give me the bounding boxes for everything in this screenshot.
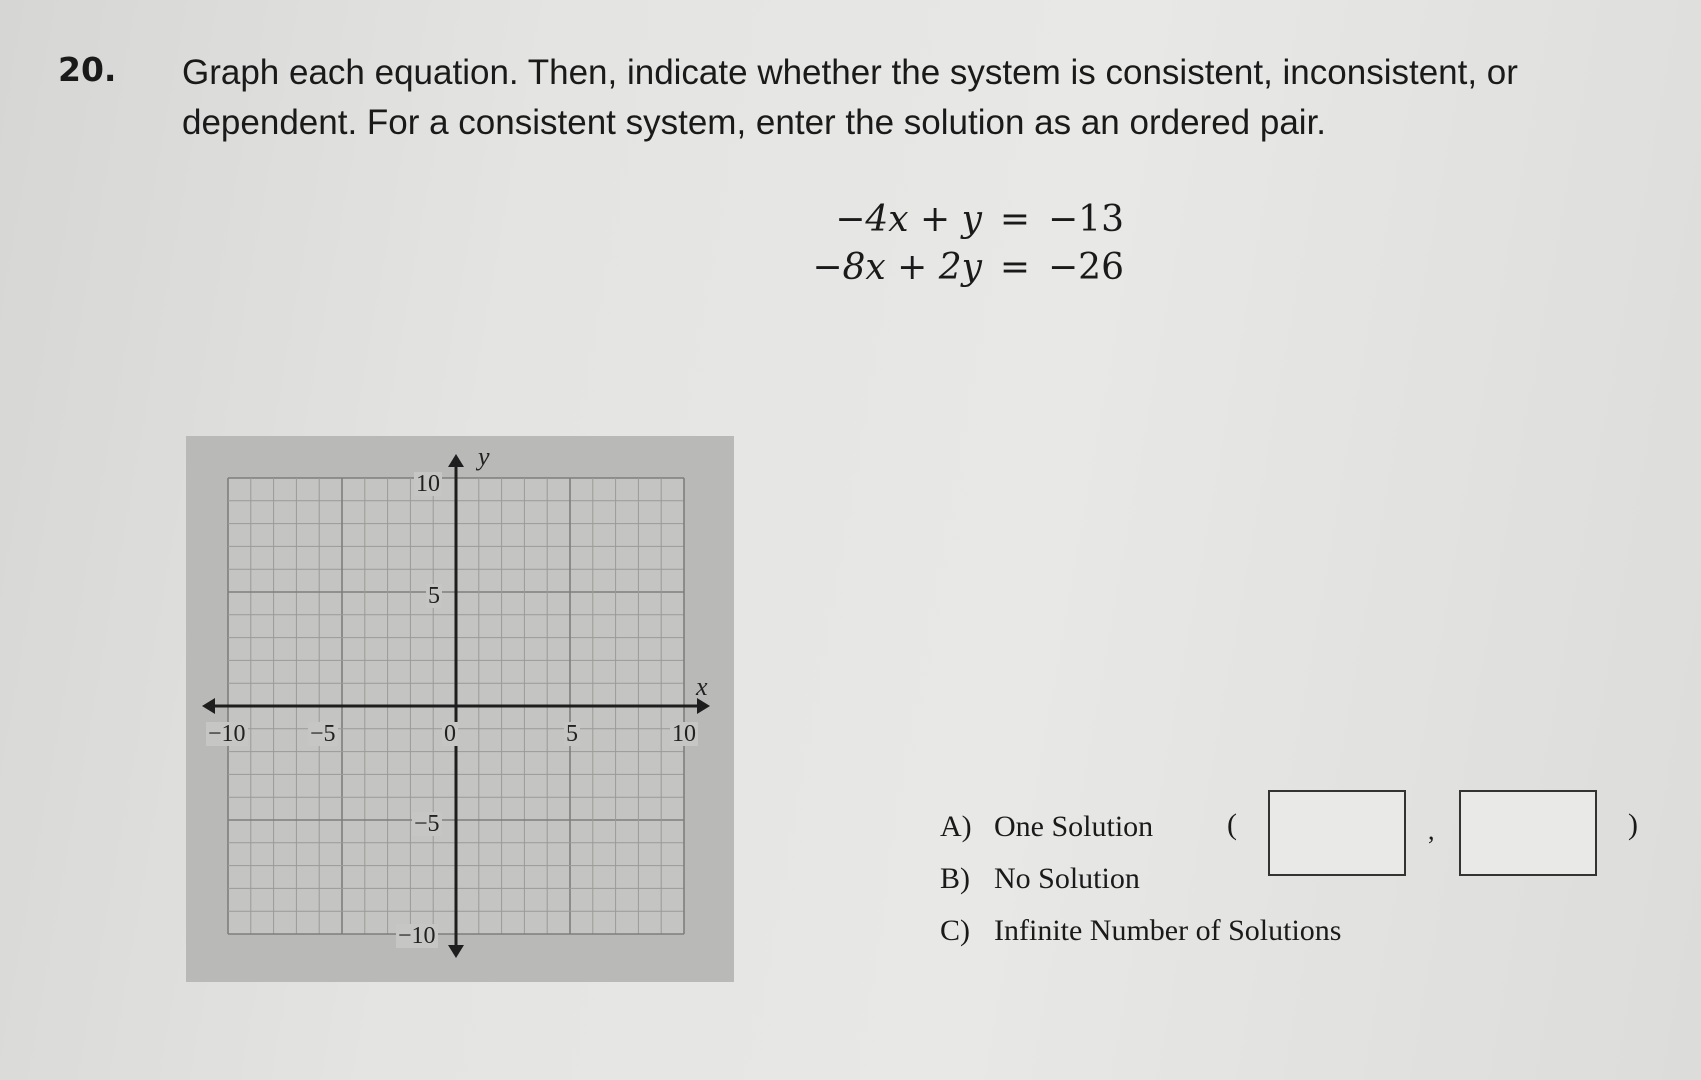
equation-1 [750,196,1124,244]
pair-y-box[interactable] [1459,790,1597,876]
choice-c-text: Infinite Number of Solutions [994,914,1342,947]
prompt-line-2: dependent. For a consistent system, enter the solution as an ordered pair. [182,103,1327,142]
x-axis-label: x [696,672,708,701]
x-axis-arrow-left [202,698,215,714]
equation-system [750,196,1124,292]
equation-1-equals: = [999,199,1031,240]
choice-b-text: No Solution [994,862,1140,895]
y-tick-neg5: −5 [414,811,440,837]
coordinate-grid[interactable] [186,436,734,982]
y-axis-label: y [478,442,490,471]
y-tick-neg10: −10 [398,923,436,949]
pair-x-box[interactable] [1268,790,1406,876]
pair-y-input[interactable] [1461,792,1599,876]
choice-a[interactable] [940,810,1153,844]
x-tick-0: 0 [444,721,456,747]
y-axis-arrow-down [448,945,464,958]
pair-x-input[interactable] [1270,792,1408,876]
x-tick-neg5: −5 [310,721,336,747]
question-number: 20. [58,50,117,89]
y-tick-10: 10 [416,471,440,497]
pair-close-paren: ) [1628,808,1638,841]
equation-2 [750,244,1124,292]
prompt-line-1: Graph each equation. Then, indicate whether the system is consistent, inconsistent, or [182,53,1518,92]
choice-c-letter: C) [940,914,970,947]
choice-b[interactable] [940,862,1140,896]
choice-a-letter: A) [940,810,972,843]
grid-svg[interactable] [186,436,734,982]
x-tick-10: 10 [672,721,696,747]
y-tick-5: 5 [428,583,440,609]
choice-a-text: One Solution [994,810,1154,843]
equation-1-lhs: −4x + y [835,199,982,240]
choice-b-letter: B) [940,862,970,895]
question-prompt [182,48,1662,148]
choice-c[interactable] [940,914,1341,948]
y-axis-arrow-up [448,454,464,467]
equation-2-equals: = [999,247,1031,288]
equation-2-rhs: −26 [1048,247,1124,288]
equation-1-rhs: −13 [1048,199,1124,240]
pair-comma: , [1428,816,1435,845]
x-tick-neg10: −10 [208,721,246,747]
equation-2-lhs: −8x + 2y [812,247,982,288]
x-tick-5: 5 [566,721,578,747]
pair-open-paren: ( [1227,808,1237,841]
